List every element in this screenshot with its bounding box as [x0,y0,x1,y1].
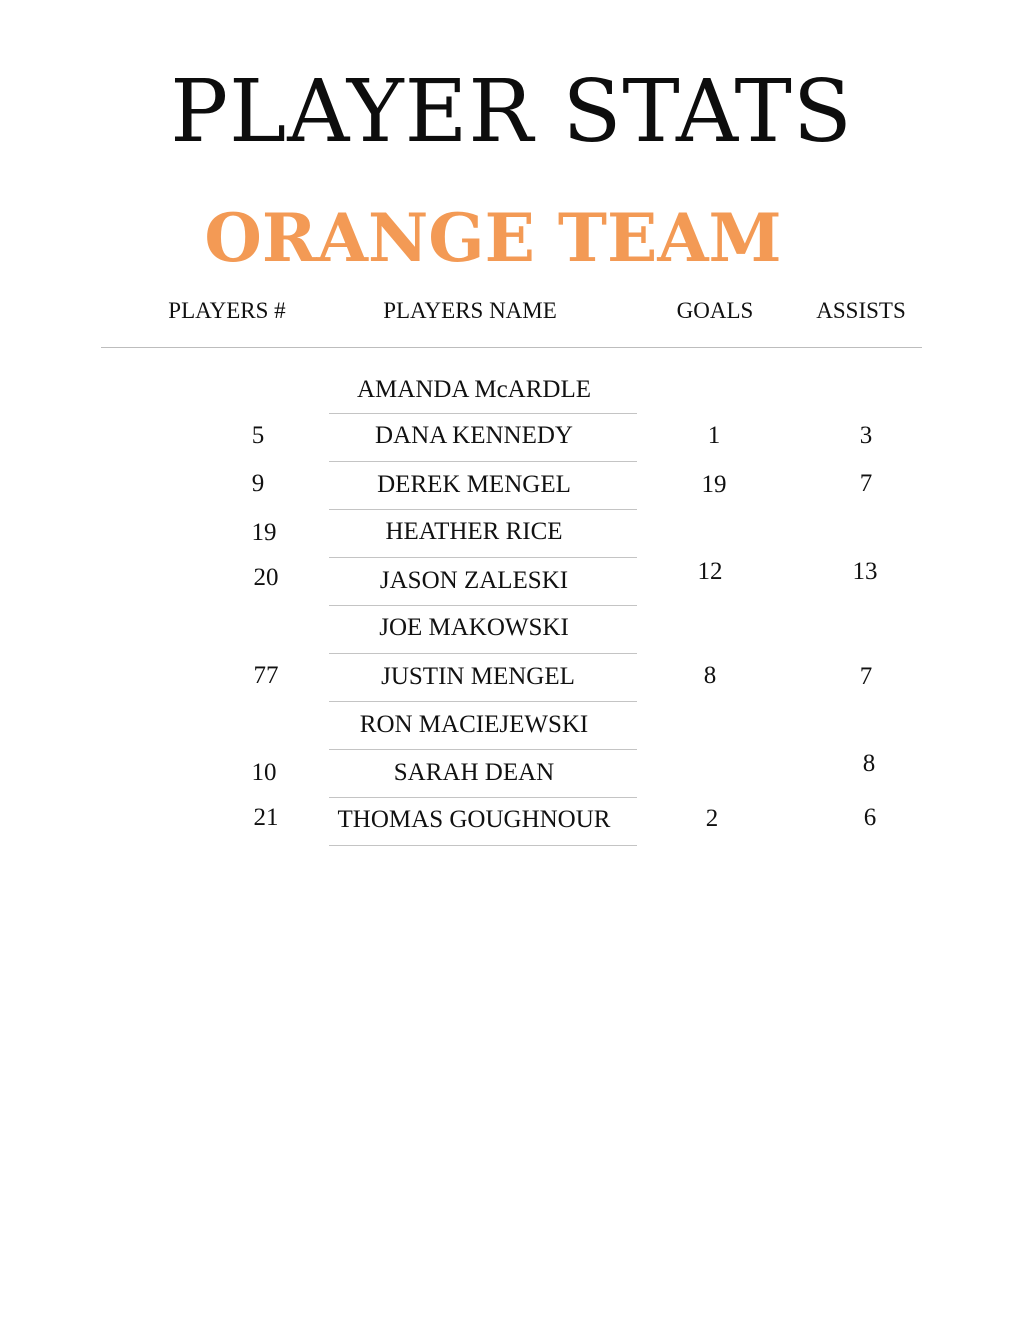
row-divider [329,605,637,606]
team-name: ORANGE TEAM [204,199,782,277]
player-number: 21 [253,804,279,831]
row-divider [329,557,637,558]
goals-value: 8 [703,662,717,689]
row-divider [329,653,637,654]
header-player-name: PLAYERS NAME [383,298,557,323]
header-goals: GOALS [676,298,754,323]
assists-value: 3 [859,422,873,449]
player-name: DEREK MENGEL [377,471,571,498]
row-divider [329,797,637,798]
player-name: DANA KENNEDY [375,422,573,449]
row-divider [329,749,637,750]
player-name: SARAH DEAN [393,759,555,786]
row-divider [329,845,637,846]
goals-value: 1 [707,422,721,449]
player-name: JASON ZALESKI [379,567,569,594]
row-divider [329,461,637,462]
player-name: AMANDA McARDLE [356,376,592,403]
goals-value: 2 [705,805,719,832]
assists-value: 7 [859,470,873,497]
header-divider [101,347,922,348]
player-number: 77 [253,662,279,689]
player-number: 10 [251,759,277,786]
assists-value: 13 [852,558,878,585]
player-number: 5 [251,422,265,449]
header-player-number: PLAYERS # [168,298,286,323]
player-number: 19 [251,519,277,546]
row-divider [329,509,637,510]
player-number: 9 [251,470,265,497]
goals-value: 12 [697,558,723,585]
assists-value: 8 [862,750,876,777]
row-divider [329,413,637,414]
player-name: RON MACIEJEWSKI [359,711,589,738]
player-name: JOE MAKOWSKI [379,614,569,641]
goals-value: 19 [701,471,727,498]
page-title: PLAYER STATS [170,62,853,162]
header-assists: ASSISTS [816,298,906,323]
assists-value: 6 [863,804,877,831]
player-name: THOMAS GOUGHNOUR [337,806,611,833]
player-number: 20 [253,564,279,591]
row-divider [329,701,637,702]
player-name: HEATHER RICE [385,518,563,545]
assists-value: 7 [859,663,873,690]
player-name: JUSTIN MENGEL [381,663,575,690]
